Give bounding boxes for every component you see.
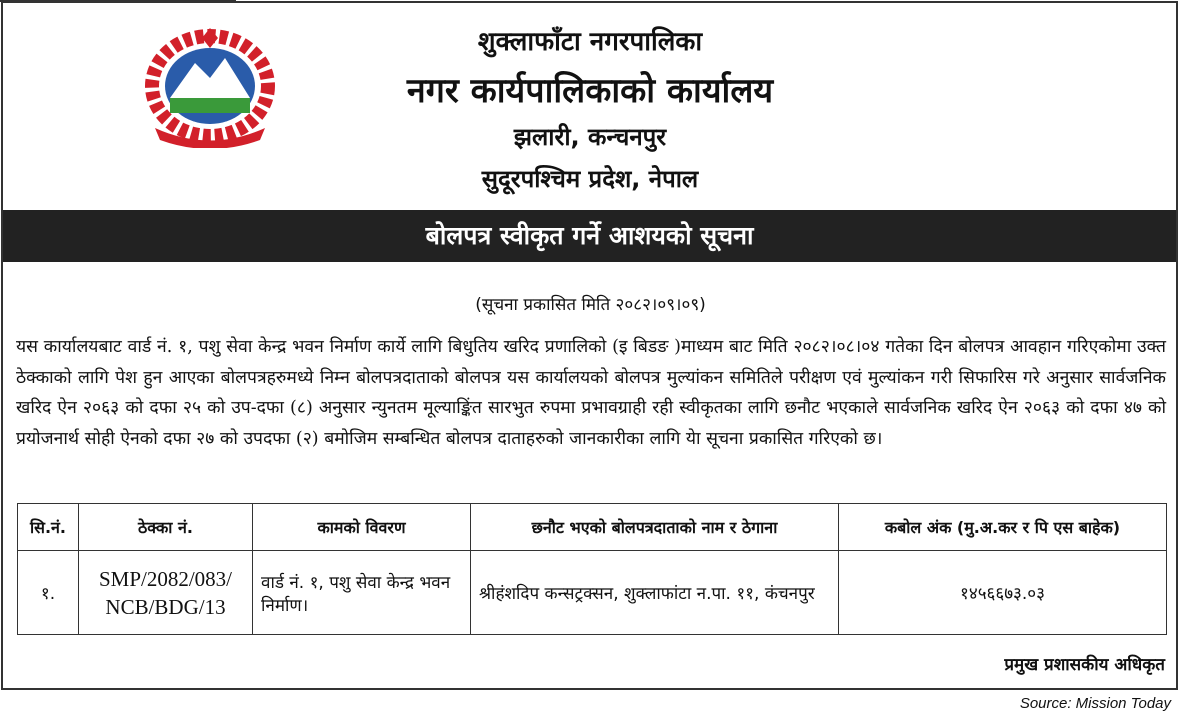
source-credit: Source: Mission Today: [1019, 695, 1171, 712]
province-country: सुदूरपश्चिम प्रदेश, नेपाल: [481, 165, 699, 193]
cell-bidder: श्रीहंशदिप कन्सट्रक्सन, शुक्लाफांटा न.पा. ११, कंचनपुर: [471, 551, 839, 635]
table-header-row: [18, 504, 1167, 551]
col-bidder: छनौट भएको बोलपत्रदाताको नाम र ठेगाना: [471, 504, 839, 551]
col-serial: सि.नं.: [18, 504, 79, 551]
office-location: झलारी, कन्चनपुर: [513, 123, 667, 151]
cell-serial: १.: [18, 551, 79, 635]
notice-body: यस कार्यालयबाट वार्ड नं. १, पशु सेवा केन्द्र भवन निर्माण कार्ये लागि बिधुतिय खरिद प्रणालिको (इ बिडङ )माध्यम बाट मिति २०८२।०८।०४ गतेका दिन बोलपत्र आवहान गरिएकोमा उक्त ठेक्काको लागि पेश हुन आएका बोलपत्रहरुमध्ये निम्न बोलपत्रदाताको बोलपत्र यस कार्यालयको बोलपत्र मुल्यांकन समितिले परीक्षण एवं मुल्यांकन गरी सिफारिस गरे अनुसार सार्वजनिक खरिद ऐन २०६३ को दफा २५ को उप-दफा (८) अनुसार न्युनतम मूल्याङ्किंत सारभुत रुपमा प्रभावग्राही रही स्वीकृतका लागि छनौट भएकाले सार्वजनिक खरिद ऐन २०६३ को दफा ४७ को प्रयोजनार्थ सोही ऐनको दफा २७ को उपदफा (२) बमोजिम सम्बन्धित बोलपत्र दाताहरुको जानकारीका लागि येा सूचना प्रकासित गरिएको छ।: [16, 337, 1166, 449]
cell-contract-no: [79, 551, 253, 635]
contract-line-1: SMP/2082/083/: [98, 566, 233, 591]
top-rule: [0, 0, 236, 2]
col-contract-no: ठेक्का नं.: [79, 504, 253, 551]
publish-date: (सूचना प्रकासित मिति २०८२।०९।०९): [475, 295, 706, 315]
table-row: [18, 551, 1167, 635]
cell-amount: १४५६६७३.०३: [839, 551, 1167, 635]
signatory-title: प्रमुख प्रशासकीय अधिकृत: [1004, 655, 1165, 675]
col-description: कामको विवरण: [253, 504, 471, 551]
office-name: नगर कार्यपालिकाको कार्यालय: [406, 71, 774, 111]
municipality-name: शुक्लाफाँटा नगरपालिका: [477, 27, 703, 57]
award-table: [17, 503, 1167, 635]
cell-description: वार्ड नं. १, पशु सेवा केन्द्र भवन निर्माण।: [253, 551, 471, 635]
contract-line-2: NCB/BDG/13: [105, 594, 226, 619]
notice-title: बोलपत्र स्वीकृत गर्ने आशयको सूचना: [3, 210, 1176, 262]
col-amount: कबोल अंक (मु.अ.कर र पि एस बाहेक): [839, 504, 1167, 551]
